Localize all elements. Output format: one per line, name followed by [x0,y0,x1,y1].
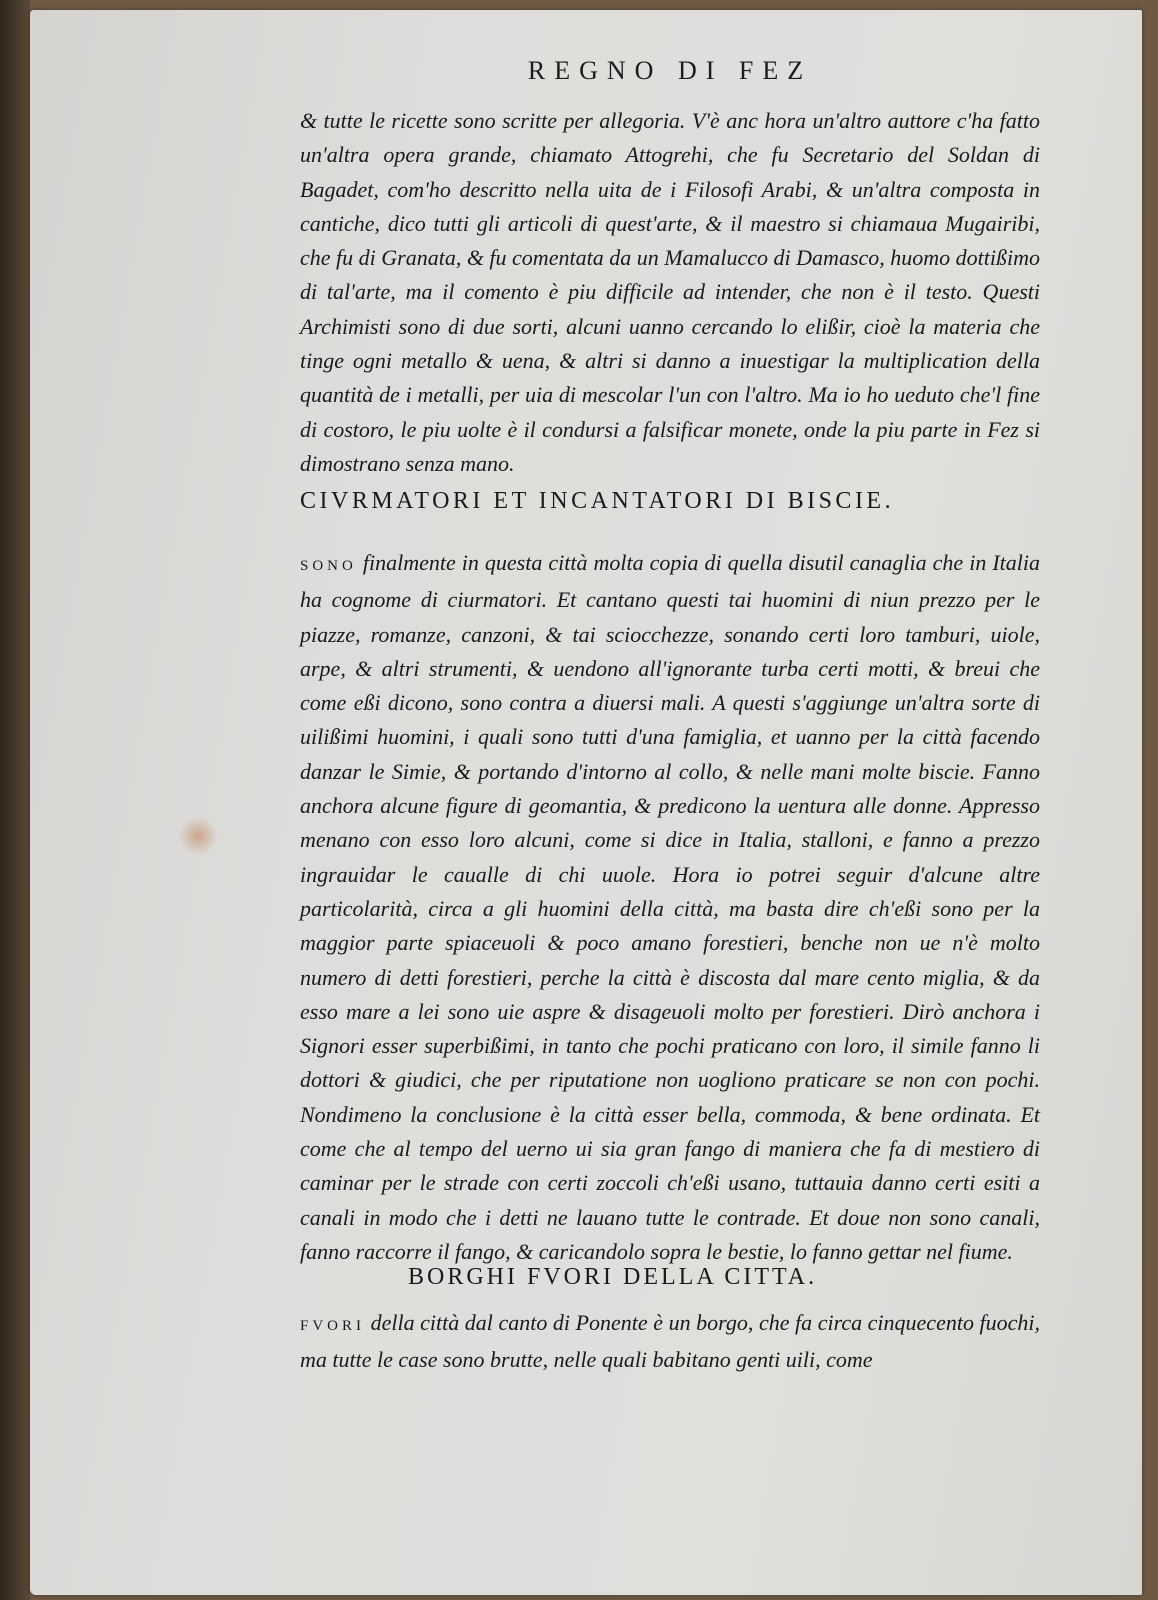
paragraph-borghi [300,1306,1040,1378]
paragraph-alchemists: & tutte le ricette sono scritte per allegoria. V'è anc hora un'altro auttore c'ha fatto un'altra opera grande, chiamato Attogrehi, che fu Secretario del Soldan di Bagadet, com'ho descritto nella uita de i Filosofi Arabi, & un'altra composta in cantiche, dico tutti gli articoli di quest'arte, & il maestro si chiamaua Mugairibi, che fu di Granata, & fu comentata da un Mamalucco di Damasco, huomo dottißimo di tal'arte, ma il comento è piu difficile ad intender, che non è il testo. Questi Archimisti sono di due sorti, alcuni uanno cercando lo elißir, cioè la materia che tinge ogni metallo & uena, & altri si danno a inuestigar la multiplication della quantità de i metalli, per uia di mescolar l'un con l'altro. Ma io ho ueduto che'l fine di costoro, le piu uolte è il condursi a falsificar monete, onde la piu parte in Fez si dimostrano senza mano. [300,108,1040,476]
paragraph-ciurmatori [300,546,1040,1269]
paragraph-body: finalmente in questa città molta copia di quella disutil canaglia che in Italia ha cognome di ciurmatori. Et cantano questi tai huomini di niun prezzo per le piazze, romanze, canzoni, & tai sciocchezze, sonando certi loro tamburi, uiole, arpe, & altri strumenti, & uendono all'ignorante turba certi motti, & breui che come eßi dicono, sono contra a diuersi mali. A questi s'aggiunge un'altra sorte di uilißimi huomini, i quali sono tutti d'una famiglia, et uanno per la città facendo danzar le Simie, & portando d'intorno al collo, & nelle mani molte biscie. Fanno anchora alcune figure di geomantia, & predicono la uentura alle donne. Appresso menano con esso loro alcuni, come si dice in Italia, stalloni, e fanno a prezzo ingrauidar le caualle di chi uuole. Hora io potrei seguir d'alcune altre particolarità, circa a gli huomini della città, ma basta dire ch'eßi sono per la maggior parte spiaceuoli & poco amano forestieri, benche non ue n'è molto numero di detti forestieri, perche la città è discosta dal mare cento miglia, & da esso mare a lei sono uie aspre & disageuoli molto per forestieri. Dirò anchora i Signori esser superbißimi, in tanto che pochi praticano con loro, il simile fanno li dottori & giudici, che per riputatione non uogliono praticare se non con pochi. Nondimeno la conclusione è la città esser bella, commoda, & bene ordinata. Et come che al tempo del uerno ui sia gran fango di maniera che fa di mestiero di caminar per le strade con certi zoccoli ch'eßi usano, tuttauia danno certi esiti a canali in modo che i detti ne lauano tutte le contrade. Et doue non sono canali, fanno raccorre il fango, & caricandolo sopra le bestie, lo fanno gettar nel fiume. [300,550,1041,1264]
paragraph-initial-word: FVORI [300,1318,366,1334]
paragraph-initial-word: SONO [300,558,357,574]
book-gutter-shadow [0,0,30,1600]
foxing-stain [178,816,218,856]
section-heading-ciurmatori: CIVRMATORI ET INCANTATORI DI BISCIE. [300,488,895,514]
paragraph-body: della città dal canto di Ponente è un borgo, che fa circa cinquecento fuochi, ma tutte le case sono brutte, nelle quali babitano genti uili, come [300,1310,1041,1373]
section-heading-borghi: BORGHI FVORI DELLA CITTA. [408,1264,818,1290]
running-head: REGNO DI FEZ [527,56,813,85]
